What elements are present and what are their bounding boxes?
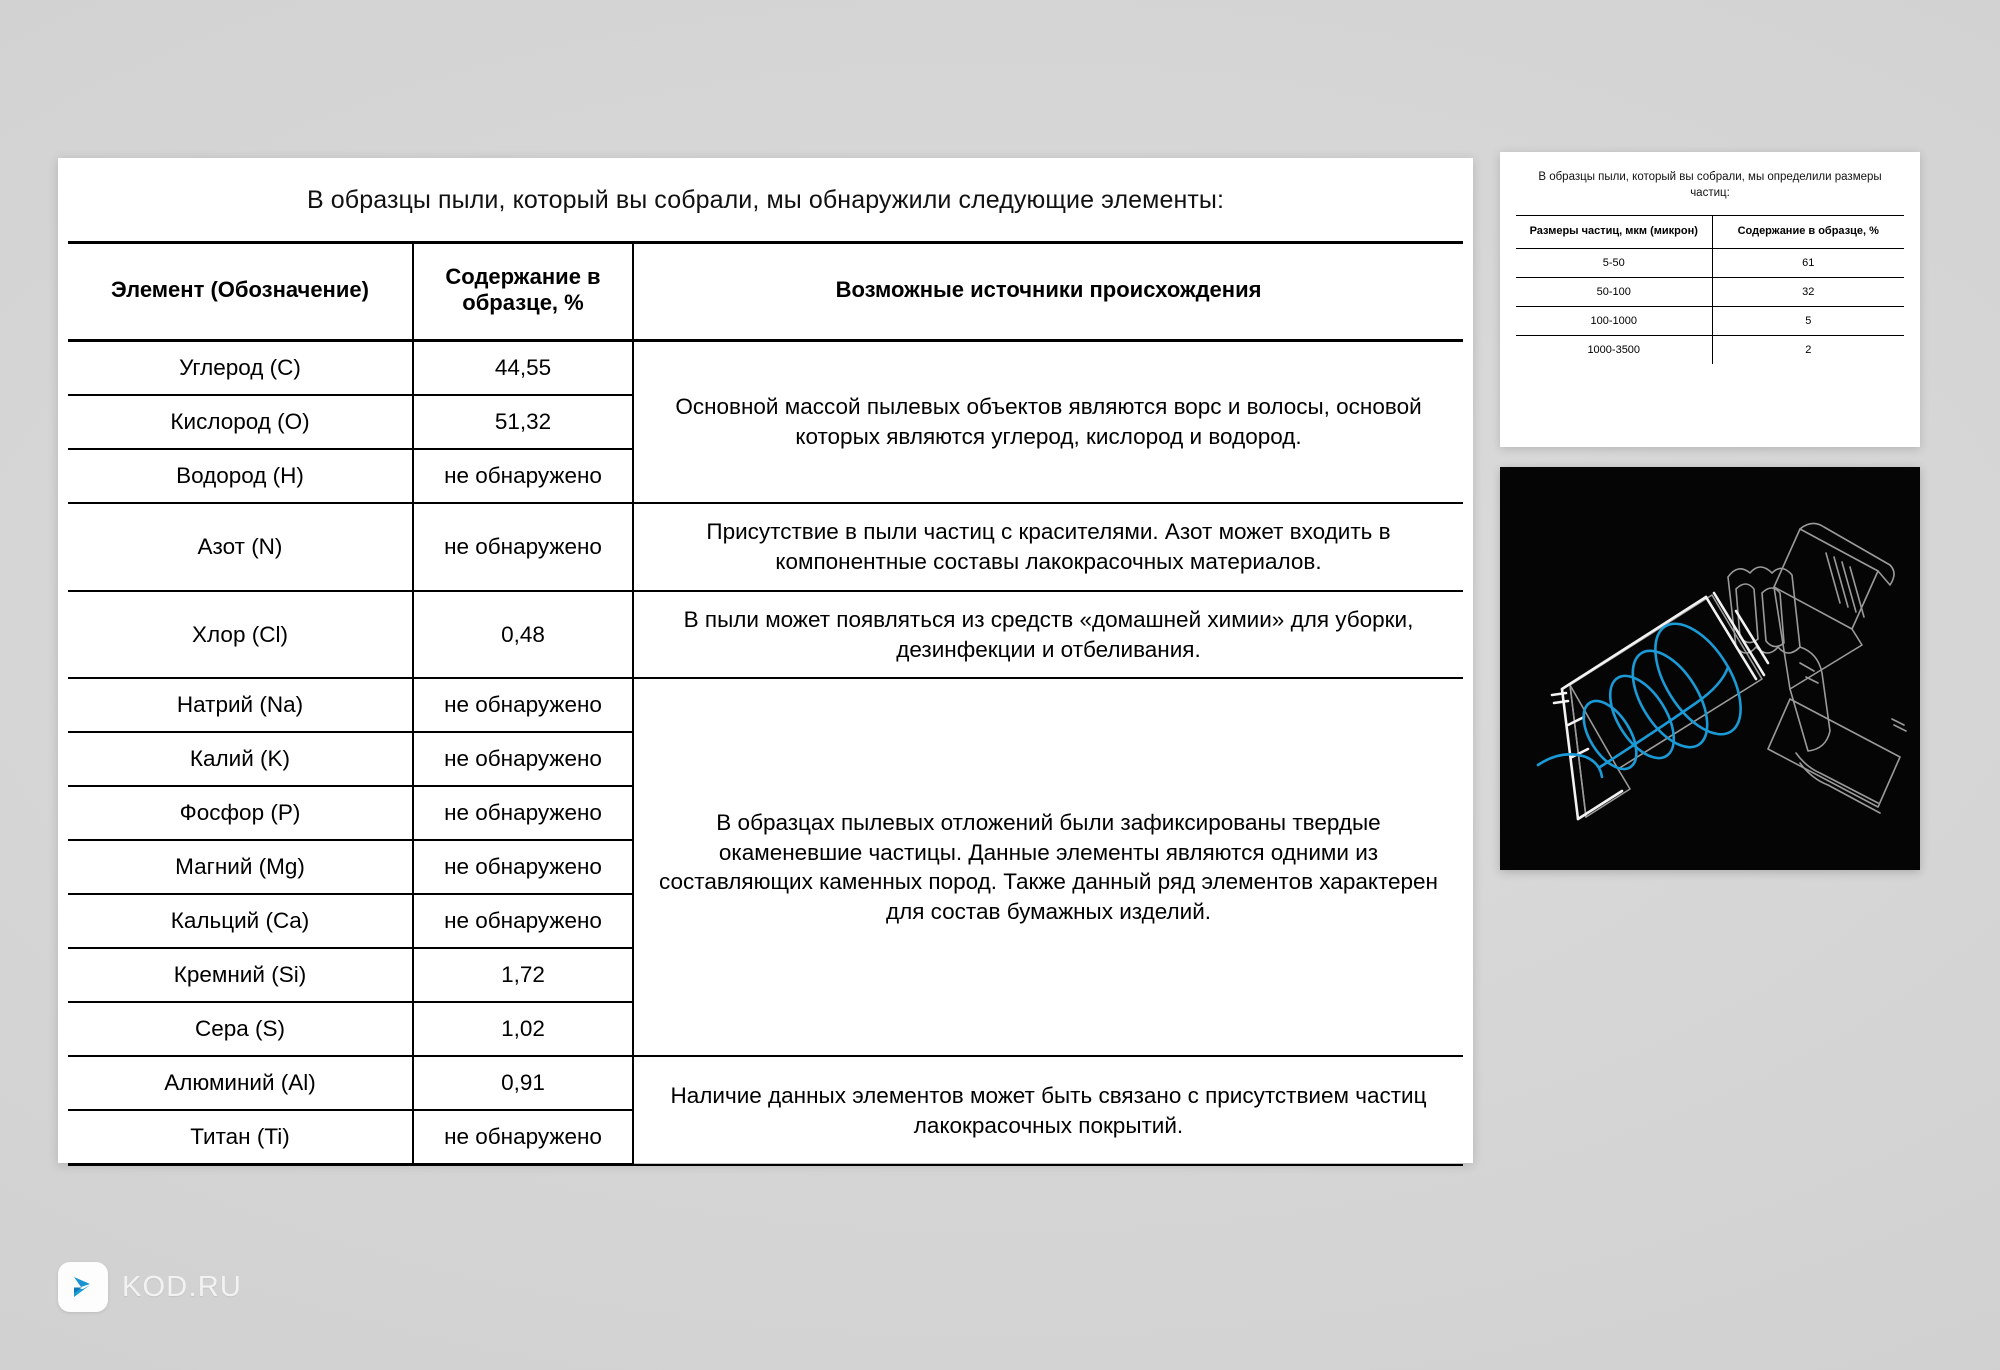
cell-size: 5-50 [1516, 248, 1712, 277]
table-header-row [1516, 216, 1904, 249]
table-row [1516, 277, 1904, 306]
particle-sizes-title: В образцы пыли, который вы собрали, мы определили размеры частиц: [1538, 171, 1882, 199]
cell-value: 0,48 [413, 591, 633, 679]
vacuum-illustration-panel [1500, 467, 1920, 870]
cell-value: 2 [1805, 343, 1812, 356]
cell-size: 1000-3500 [1516, 335, 1712, 364]
cell-value: 32 [1712, 277, 1904, 306]
cell-value: 51,32 [413, 395, 633, 449]
table-row [1516, 248, 1904, 277]
cell-element: Фосфор (P) [68, 786, 413, 840]
cell-value: не обнаружено [413, 786, 633, 840]
cell-element: Кислород (O) [68, 395, 413, 449]
cell-value: не обнаружено [413, 449, 633, 503]
particle-sizes-card [1500, 152, 1920, 447]
cell-value: не обнаружено [413, 678, 633, 732]
table-row [68, 678, 1463, 732]
kod-ru-chevron-icon [58, 1262, 108, 1312]
particle-sizes-table-body [1516, 248, 1904, 364]
column-header-amount: Содержание в образце, % [413, 243, 633, 341]
particle-sizes-table-head [1516, 216, 1904, 249]
column-header-size: Размеры частиц, мкм (микрон) [1516, 216, 1712, 249]
cell-value: не обнаружено [413, 894, 633, 948]
cell-size: 50-100 [1516, 277, 1712, 306]
cell-element: Титан (Ti) [68, 1110, 413, 1165]
cell-value: не обнаружено [413, 1110, 633, 1165]
cell-description: Наличие данных элементов может быть связано с присутствием частиц лакокрасочных покрытий. [633, 1056, 1463, 1165]
table-header-row [68, 243, 1463, 341]
column-header-sources: Возможные источники происхождения [633, 243, 1463, 341]
table-row [1516, 306, 1904, 335]
elements-card-title: В образцы пыли, который вы собрали, мы обнаружили следующие элементы: [306, 186, 1225, 214]
cell-description: В пыли может появляться из средств «домашней химии» для уборки, дезинфекции и отбеливания. [633, 591, 1463, 679]
cell-value: 5 [1712, 306, 1904, 335]
cell-element: Сера (S) [68, 1002, 413, 1056]
cell-element: Кремний (Si) [68, 948, 413, 1002]
cell-description: В образцах пылевых отложений были зафиксированы твердые окаменевшие частицы. Данные элементы являются одними из составляющих каменных пород. Также данный ряд элементов характерен для состав бумажных изделий. [633, 678, 1463, 1056]
cell-value: не обнаружено [413, 503, 633, 591]
table-row [1516, 335, 1904, 364]
elements-table-head [68, 243, 1463, 341]
elements-table-body [68, 340, 1463, 1165]
elements-table [68, 241, 1463, 1166]
kod-ru-logo-text: KOD.RU [122, 1270, 242, 1303]
cell-value: 1,02 [413, 1002, 633, 1056]
cell-description: Основной массой пылевых объектов являются ворс и волосы, основой которых являются углерод, кислород и водород. [633, 340, 1463, 503]
cell-value: не обнаружено [413, 732, 633, 786]
cell-element: Алюминий (Al) [68, 1056, 413, 1110]
kod-ru-logo[interactable] [58, 1262, 242, 1312]
table-row [68, 591, 1463, 679]
table-row [68, 340, 1463, 395]
vacuum-cleaner-line-art-icon [1500, 467, 1920, 870]
cell-value: 0,91 [413, 1056, 633, 1110]
cell-size: 100-1000 [1516, 306, 1712, 335]
cell-element: Азот (N) [68, 503, 413, 591]
cell-element: Магний (Mg) [68, 840, 413, 894]
cell-element: Хлор (Cl) [68, 591, 413, 679]
column-header-element: Элемент (Обозначение) [68, 243, 413, 341]
table-row [68, 503, 1463, 591]
cell-element: Углерод (C) [68, 340, 413, 395]
cell-value: 61 [1712, 248, 1904, 277]
cell-value: не обнаружено [413, 840, 633, 894]
elements-card [58, 158, 1473, 1163]
cell-element: Водород (H) [68, 449, 413, 503]
cell-element: Калий (K) [68, 732, 413, 786]
cell-value: 44,55 [413, 340, 633, 395]
cell-value: 1,72 [413, 948, 633, 1002]
cell-element: Натрий (Na) [68, 678, 413, 732]
table-row [68, 1056, 1463, 1110]
particle-sizes-table [1516, 215, 1904, 364]
cell-element: Кальций (Ca) [68, 894, 413, 948]
column-header-amount: Содержание в образце, % [1712, 216, 1904, 249]
cell-description: Присутствие в пыли частиц с красителями. Азот может входить в компонентные составы лакокрасочных материалов. [633, 503, 1463, 591]
